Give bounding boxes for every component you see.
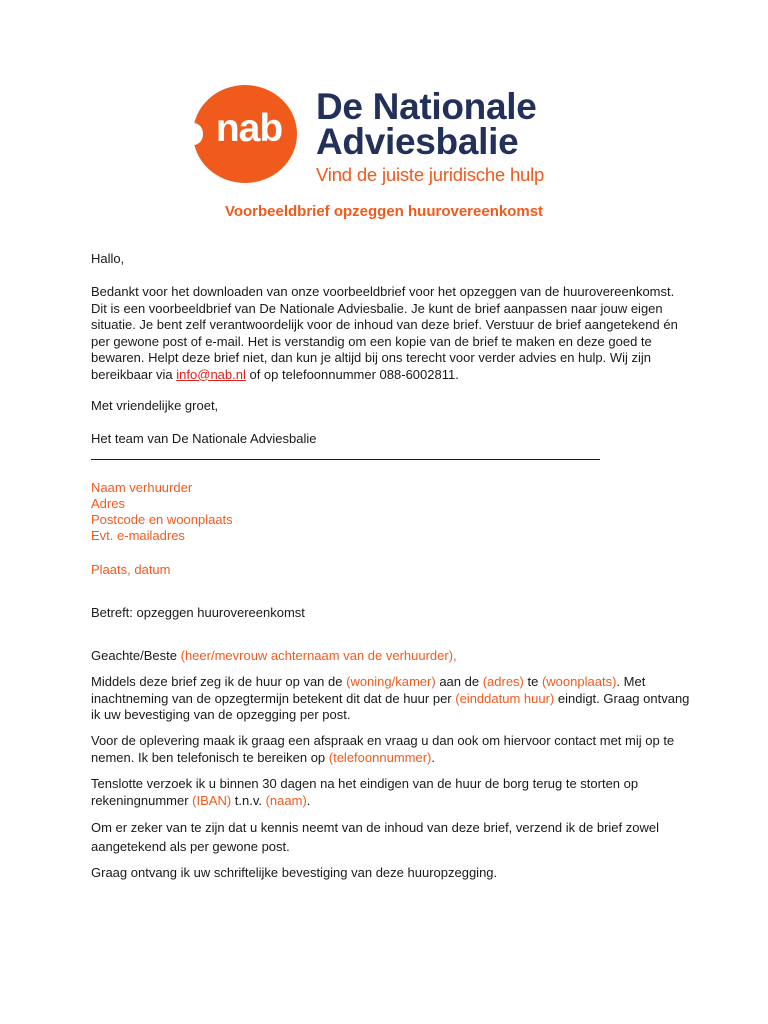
p3-text-3: .	[306, 792, 311, 808]
account-name-placeholder: (naam)	[265, 792, 307, 808]
logo-name-line2: Adviesbalie	[316, 121, 519, 162]
subject-line: Betreft: opzeggen huurovereenkomst	[91, 605, 305, 620]
nab-logo	[193, 83, 583, 193]
paragraph-deposit	[91, 776, 691, 809]
intro-paragraph	[91, 284, 691, 383]
p1-text-1: Middels deze brief zeg ik de huur op van de	[91, 674, 347, 689]
paragraph-termination	[91, 674, 691, 724]
p1-text-5: eindigt. Graag ontvang ik uw bevestiging van de opzegging per post.	[91, 690, 690, 722]
paragraph-confirmation: Graag ontvang ik uw schriftelijke bevestiging van deze huuropzegging.	[91, 865, 498, 880]
document-title: Voorbeeldbrief opzeggen huurovereenkomst	[224, 203, 544, 220]
closing: Met vriendelijke groet,	[91, 398, 219, 413]
p1-text-2: aan de	[435, 674, 483, 689]
intro-text: Bedankt voor het downloaden van onze voorbeeldbrief voor het opzeggen van de huurovereenkomst. Dit is een voorbeeldbrief van De Nationale Adviesbalie. Je kunt de brief aanpassen naar jouw eigen situatie. Je bent zelf verantwoordelijk voor de inhoud van deze brief. Verstuur de brief aangetekend én per gewone post of e-mail. Het is verstandig om een kopie van de brief te maken en deze goed te bewaren. Helpt deze brief niet, dan kun je altijd bij ons terecht voor verder advies en hulp. Wij zijn bereikbaar via	[91, 284, 678, 382]
address-inline-placeholder: (adres)	[482, 674, 524, 689]
p1-text-4: . Met inachtneming van de opzegtermijn betekent dit dat de huur per	[91, 674, 646, 706]
p3-text-2: t.n.v.	[231, 792, 266, 808]
housing-type-placeholder: (woning/kamer)	[346, 674, 436, 689]
landlord-name-placeholder: Naam verhuurder	[91, 480, 193, 495]
place-date-placeholder: Plaats, datum	[91, 562, 171, 577]
phone-placeholder: (telefoonnummer)	[328, 749, 432, 765]
separator-line	[91, 459, 600, 460]
logo-tagline: Vind de juiste juridische hulp	[316, 164, 545, 185]
p1-text-3: te	[523, 674, 542, 689]
logo-name-line1: De Nationale	[316, 86, 537, 127]
salutation	[91, 648, 691, 665]
city-placeholder: (woonplaats)	[541, 674, 617, 689]
paragraph-handover	[91, 733, 691, 766]
email-link[interactable]: info@nab.nl	[176, 366, 246, 382]
salutation-placeholder: (heer/mevrouw achternaam van de verhuurder),	[180, 648, 457, 663]
salutation-text: Geachte/Beste	[91, 648, 181, 663]
iban-placeholder: (IBAN)	[192, 792, 232, 808]
nab-logo-mark: nab	[215, 107, 283, 150]
intro-text-end: of op telefoonnummer 088-6002811.	[245, 366, 459, 382]
end-date-placeholder: (einddatum huur)	[455, 690, 555, 706]
greeting: Hallo,	[91, 251, 125, 266]
email-placeholder: Evt. e-mailadres	[91, 528, 185, 543]
postcode-city-placeholder: Postcode en woonplaats	[91, 512, 233, 527]
paragraph-delivery: Om er zeker van te zijn dat u kennis neemt van de inhoud van deze brief, verzend ik de brief zowel aangetekend als per gewone post.	[91, 820, 659, 854]
p3-text-1: Tenslotte verzoek ik u binnen 30 dagen na het eindigen van de huur de borg terug te storten op rekeningnummer	[91, 776, 639, 808]
address-placeholder: Adres	[91, 496, 125, 511]
p2-text-2: .	[431, 749, 435, 765]
signature: Het team van De Nationale Adviesbalie	[91, 431, 317, 446]
p2-text-1: Voor de oplevering maak ik graag een afspraak en vraag u dan ook om hiervoor contact met mij op te nemen. Ik ben telefonisch te bereiken op	[91, 733, 675, 765]
